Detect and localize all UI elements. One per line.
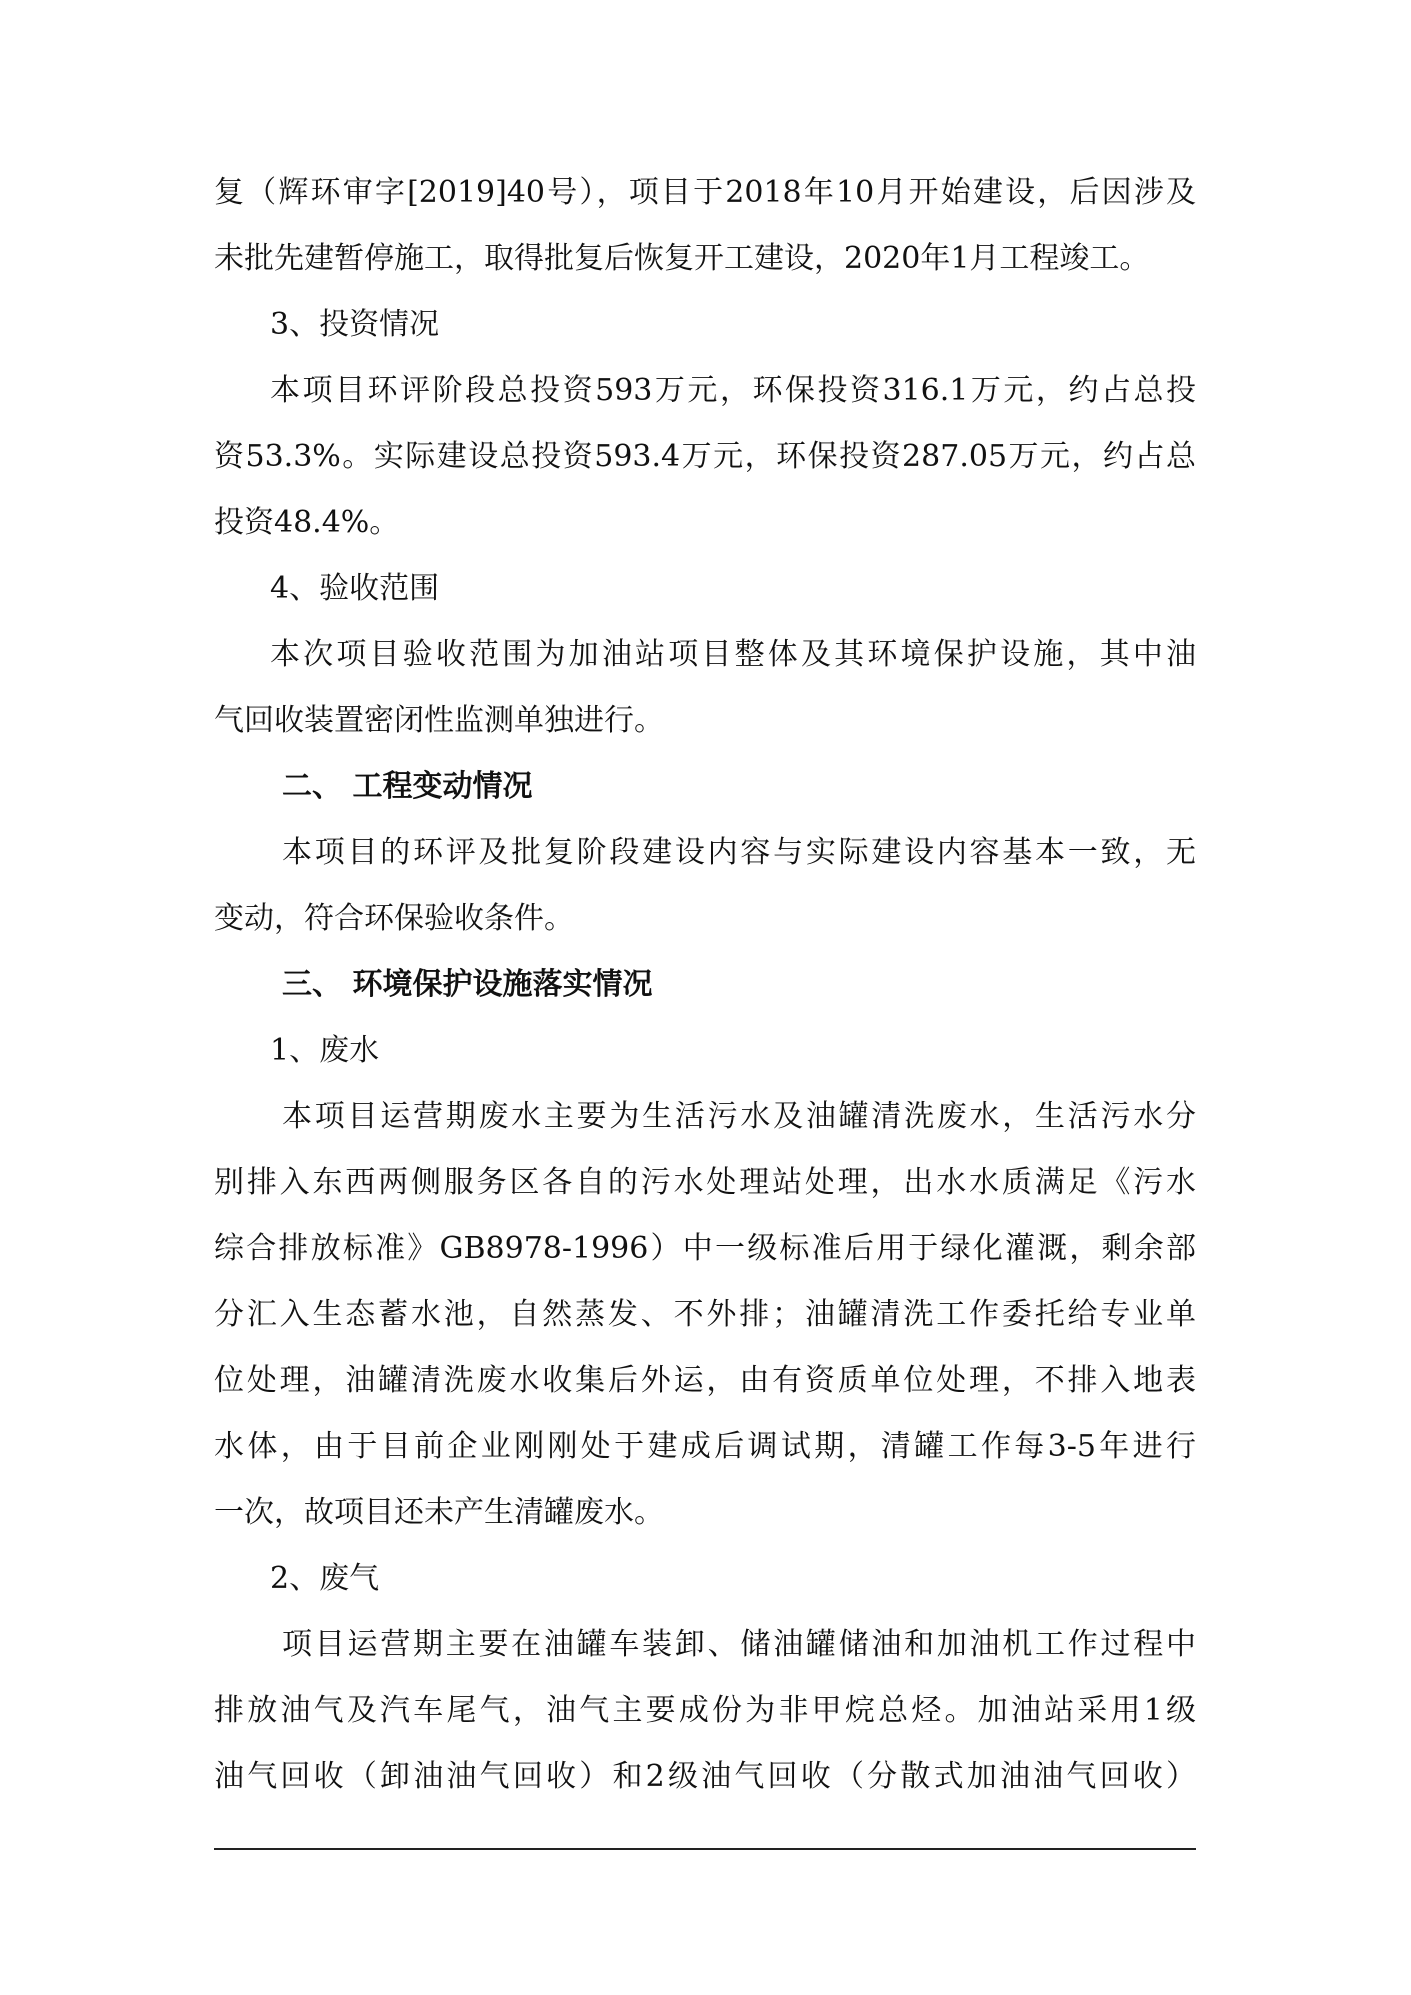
paragraph-line: 综合排放标准》GB8978-1996）中一级标准后用于绿化灌溉，剩余部 (214, 1231, 1196, 1266)
paragraph-line: 别排入东西两侧服务区各自的污水处理站处理，出水水质满足《污水 (214, 1165, 1196, 1200)
paragraph-line: 排放油气及汽车尾气，油气主要成份为非甲烷总烃。加油站采用1级 (214, 1693, 1196, 1728)
paragraph-line: 油气回收（卸油油气回收）和2级油气回收（分散式加油油气回收） (214, 1759, 1196, 1794)
paragraph-line: 本项目的环评及批复阶段建设内容与实际建设内容基本一致，无 (282, 835, 1196, 870)
document-body (214, 160, 1196, 1810)
paragraph-line: 一次，故项目还未产生清罐废水。 (214, 1495, 664, 1530)
section-heading: 4、验收范围 (270, 571, 440, 606)
paragraph-line: 变动，符合环保验收条件。 (214, 901, 574, 936)
paragraph-line: 复（辉环审字[2019]40号），项目于2018年10月开始建设，后因涉及 (214, 175, 1196, 210)
footer-rule (214, 1848, 1196, 1850)
paragraph-line: 本项目环评阶段总投资593万元，环保投资316.1万元，约占总投 (270, 373, 1196, 408)
paragraph-line: 分汇入生态蓄水池，自然蒸发、不外排；油罐清洗工作委托给专业单 (214, 1297, 1196, 1332)
section-heading: 3、投资情况 (270, 307, 440, 342)
section-heading: 2、废气 (270, 1561, 380, 1596)
paragraph-line: 本项目运营期废水主要为生活污水及油罐清洗废水，生活污水分 (282, 1099, 1196, 1134)
paragraph-line: 本次项目验收范围为加油站项目整体及其环境保护设施，其中油 (270, 637, 1196, 672)
paragraph-line: 未批先建暂停施工，取得批复后恢复开工建设，2020年1月工程竣工。 (214, 241, 1150, 276)
section-heading: 1、废水 (270, 1033, 380, 1068)
chapter-heading: 三、 环境保护设施落实情况 (282, 967, 653, 1002)
paragraph-line: 位处理，油罐清洗废水收集后外运，由有资质单位处理，不排入地表 (214, 1363, 1196, 1398)
paragraph-line: 投资48.4%。 (214, 505, 400, 540)
chapter-heading: 二、 工程变动情况 (282, 769, 533, 804)
paragraph-line: 资53.3%。实际建设总投资593.4万元，环保投资287.05万元，约占总 (214, 439, 1196, 474)
paragraph-line: 项目运营期主要在油罐车装卸、储油罐储油和加油机工作过程中 (282, 1627, 1196, 1662)
paragraph-line: 水体，由于目前企业刚刚处于建成后调试期，清罐工作每3-5年进行 (214, 1429, 1196, 1464)
paragraph-line: 气回收装置密闭性监测单独进行。 (214, 703, 664, 738)
